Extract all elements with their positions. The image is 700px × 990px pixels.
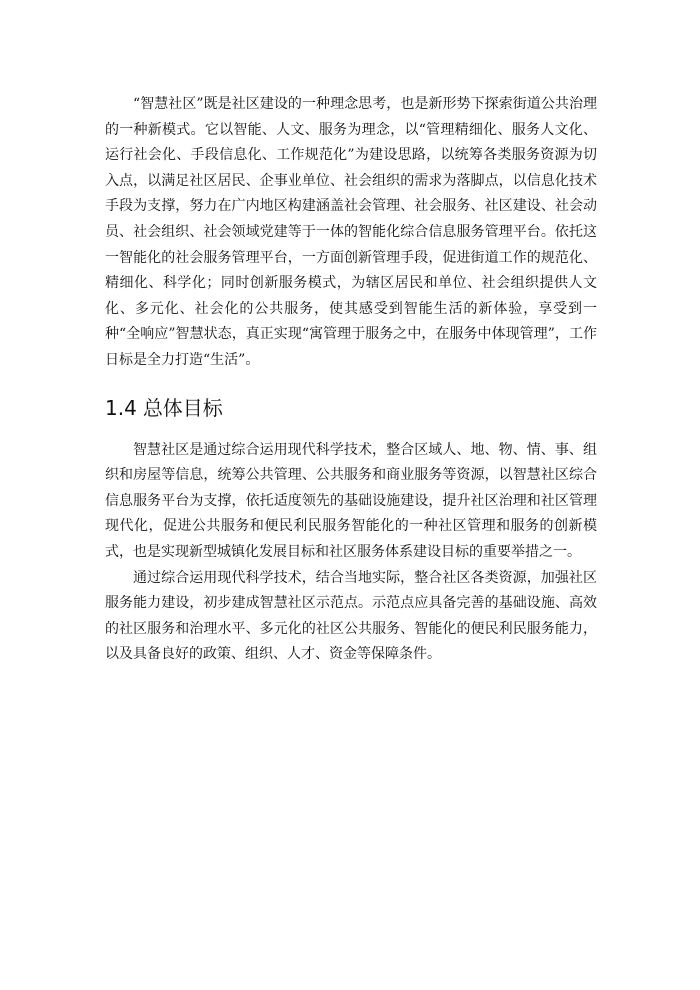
- intro-paragraph: “智慧社区”既是社区建设的一种理念思考，也是新形势下探索街道公共治理的一种新模式。它以智能、人文、服务为理念，以“管理精细化、服务人文化、运行社会化、手段信息化、工作规范化”为建设思路，以统筹各类服务资源为切入点，以满足社区居民、企事业单位、社会组织的需求为落脚点，以信息化技术手段为支撑，努力在广内地区构建涵盖社会管理、社会服务、社区建设、社会动员、社会组织、社会领域党建等于一体的智能化综合信息服务管理平台。依托这一智能化的社会服务管理平台，一方面创新管理手段，促进街道工作的规范化、精细化、科学化；同时创新服务模式，为辖区居民和单位、社会组织提供人文化、多元化、社会化的公共服务，使其感受到智能生活的新体验，享受到一种“全响应”智慧状态，真正实现“寓管理于服务之中，在服务中体现管理”，工作日标是全力打造“生活”。: [105, 96, 597, 368]
- document-body: [105, 92, 597, 668]
- section-heading: [105, 394, 597, 422]
- section-title: 总体目标: [142, 395, 223, 420]
- section-paragraph-1: 智慧社区是通过综合运用现代科学技术，整合区域人、地、物、情、事、组织和房屋等信息，统筹公共管理、公共服务和商业服务等资源，以智慧社区综合信息服务平台为支撑，依托适度领先的基础设施建设，提升社区治理和社区管理现代化，促进公共服务和便民利民服务智能化的一种社区管理和服务的创新模式，也是实现新型城镇化发展目标和社区服务体系建设目标的重要举措之一。: [105, 441, 597, 560]
- section-paragraph-2: 通过综合运用现代科学技术，结合当地实际，整合社区各类资源，加强社区服务能力建设，初步建成智慧社区示范点。示范点应具备完善的基础设施、高效的社区服务和治理水平、多元化的社区公共服务、智能化的便民利民服务能力，以及具备良好的政策、组织、人才、资金等保障条件。: [105, 569, 597, 663]
- section-number: 1.4: [105, 395, 137, 420]
